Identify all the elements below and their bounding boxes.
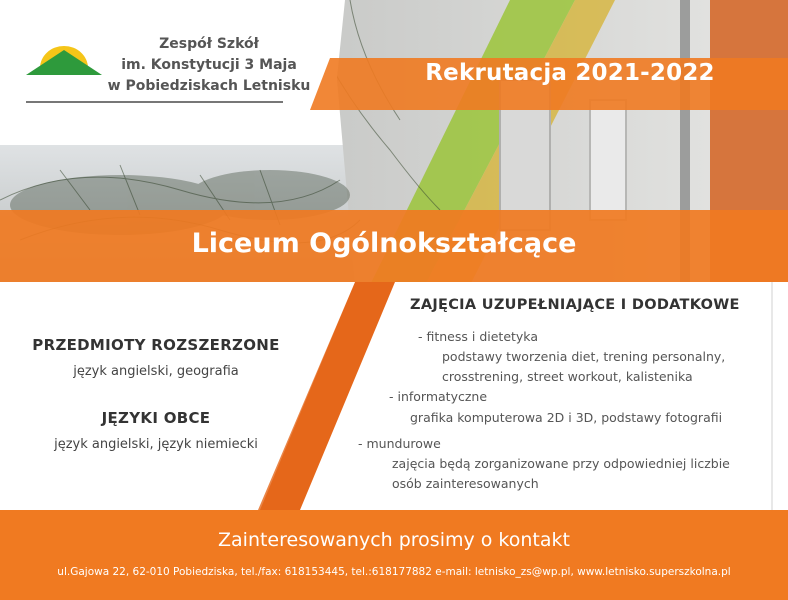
extra-class-name: - fitness i dietetyka: [418, 329, 538, 344]
extra-class-desc: osób zainteresowanych: [392, 476, 539, 491]
extended-subjects-section: [16, 336, 296, 379]
extra-class-desc: podstawy tworzenia diet, trening personalny,: [442, 349, 726, 364]
extra-class-name: - mundurowe: [358, 436, 441, 451]
foreign-languages-section: [16, 409, 296, 452]
school-name: [104, 34, 314, 97]
extra-class-name: - informatyczne: [389, 389, 488, 404]
school-name-line3: w Pobiedziskach Letnisku: [107, 78, 311, 94]
foreign-languages-heading: JĘZYKI OBCE: [101, 409, 211, 427]
extended-subjects-value: język angielski, geografia: [73, 364, 239, 379]
school-logo-icon: [26, 42, 102, 82]
contact-title: Zainteresowanych prosimy o kontakt: [218, 529, 570, 551]
foreign-languages-value: język angielski, język niemiecki: [54, 437, 258, 452]
school-type-title: Liceum Ogólnokształcące: [191, 228, 577, 259]
extra-class-desc: zajęcia będą zorganizowane przy odpowiedniej liczbie: [392, 456, 730, 471]
logo-divider: [26, 101, 283, 103]
extra-classes-heading: ZAJĘCIA UZUPEŁNIAJĄCE I DODATKOWE: [410, 297, 740, 313]
school-name-line1: Zespół Szkół: [159, 36, 259, 52]
contact-address: ul.Gajowa 22, 62-010 Pobiedziska, tel./fax: 618153445, tel.:618177882 e-mail: letnisko_zs@wp.pl, www.letnisko.superszkolna.pl: [57, 566, 731, 578]
recruitment-title: Rekrutacja 2021-2022: [425, 60, 715, 86]
school-name-line2: im. Konstytucji 3 Maja: [121, 57, 297, 73]
extended-subjects-heading: PRZEDMIOTY ROZSZERZONE: [32, 336, 280, 354]
extra-class-desc: grafika komputerowa 2D i 3D, podstawy fotografii: [410, 410, 723, 425]
extra-class-desc: crosstrening, street workout, kalistenika: [442, 369, 693, 384]
